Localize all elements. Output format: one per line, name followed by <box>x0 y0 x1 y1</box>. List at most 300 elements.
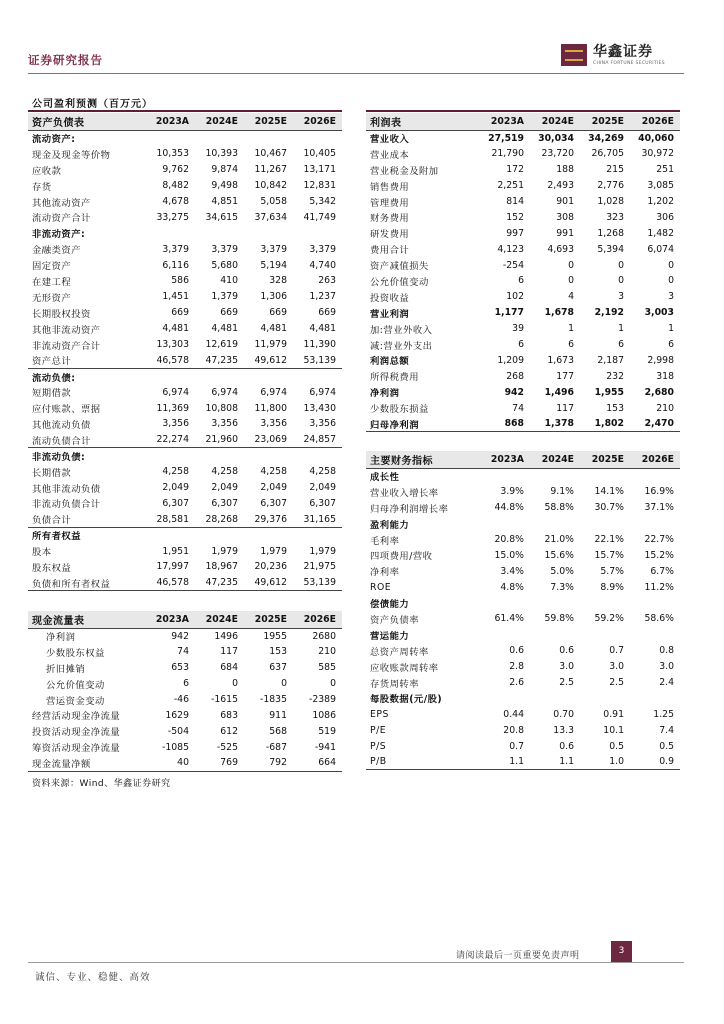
row-value: 27,519 <box>488 132 524 144</box>
row-label: 金融类资产 <box>32 245 81 257</box>
row-value: 0 <box>281 678 287 690</box>
row-value: 74 <box>177 646 189 658</box>
row-value <box>195 448 244 464</box>
row-value: 13,430 <box>303 402 336 414</box>
row-label: 流动负债合计 <box>28 432 146 448</box>
row-value: 1,268 <box>597 227 624 239</box>
row-value: 24,857 <box>293 432 342 448</box>
row-label: 营业税金及附加 <box>370 165 439 177</box>
row-value: 2.5 <box>559 677 574 689</box>
row-value <box>480 595 530 611</box>
table-row <box>366 178 680 194</box>
row-value: 21,790 <box>491 148 524 160</box>
row-label: 利润总额 <box>370 356 410 368</box>
row-value: -46 <box>173 694 189 705</box>
row-value: 1496 <box>214 630 238 642</box>
row-value: 5,058 <box>260 196 287 207</box>
table-row <box>366 337 680 353</box>
row-value: 29,376 <box>244 511 293 527</box>
row-value: 4,740 <box>309 259 336 271</box>
row-value: 0.5 <box>659 740 674 752</box>
table-row <box>28 464 342 480</box>
row-value <box>530 627 580 643</box>
table-row <box>28 692 342 708</box>
row-value: 683 <box>220 709 238 721</box>
row-label: 营业利润 <box>370 308 410 320</box>
row-value: 4,481 <box>309 323 336 335</box>
year-header: 2024E <box>530 451 580 468</box>
table-row <box>28 527 342 543</box>
row-value: 0 <box>618 275 624 287</box>
row-value: 5.0% <box>550 565 574 577</box>
row-value: 6,974 <box>162 386 189 398</box>
row-value: 0 <box>232 678 238 690</box>
row-value: 1,496 <box>544 386 574 398</box>
row-value: 0.5 <box>609 740 624 752</box>
row-value: 40,060 <box>638 132 674 144</box>
row-label: 应收账款周转率 <box>370 662 439 674</box>
table-row <box>28 194 342 210</box>
row-value: 74 <box>512 402 524 414</box>
page-number: 3 <box>611 941 632 962</box>
row-value: 4,481 <box>260 323 287 335</box>
row-value: 28,581 <box>146 511 195 527</box>
table-row <box>28 559 342 575</box>
row-value <box>146 130 195 146</box>
row-label: 流动资产: <box>32 134 76 146</box>
row-value: 6,307 <box>162 497 189 509</box>
row-value: 669 <box>269 307 287 319</box>
row-value: 22.1% <box>594 534 624 545</box>
row-label: 每股数据(元/股) <box>370 694 443 706</box>
row-value: 39 <box>512 323 524 335</box>
row-value <box>480 690 530 706</box>
table-row <box>366 579 680 595</box>
row-value: 0.7 <box>609 645 624 657</box>
row-label: 营业收入增长率 <box>370 487 439 499</box>
table-row <box>366 209 680 225</box>
row-value: 0 <box>568 259 574 271</box>
row-value: 6 <box>668 339 674 351</box>
row-value: 46,578 <box>146 575 195 591</box>
row-value: 6 <box>618 339 624 351</box>
row-value: 7.3% <box>550 581 574 593</box>
row-value: 23,720 <box>541 148 574 160</box>
row-value: 653 <box>171 662 189 674</box>
row-value: 59.2% <box>594 613 624 625</box>
table-row <box>28 660 342 676</box>
row-label: 股东权益 <box>32 562 72 574</box>
row-label: 其他非流动资产 <box>32 324 101 336</box>
row-value: 4,851 <box>211 196 238 207</box>
row-value: 669 <box>318 307 336 319</box>
year-header: 2026E <box>293 113 342 130</box>
row-value: 37,634 <box>254 211 287 223</box>
table-row <box>28 257 342 273</box>
row-value: 30.7% <box>594 502 624 514</box>
table-row <box>366 225 680 241</box>
row-label: 现金流量净额 <box>28 755 146 771</box>
row-value: 3.0 <box>609 661 624 673</box>
row-label: P/B <box>366 754 480 770</box>
row-value: 1,202 <box>647 196 674 207</box>
row-value: 177 <box>556 370 574 382</box>
table-row <box>366 754 680 770</box>
table-row <box>366 146 680 162</box>
row-label: 长期股权投资 <box>32 308 91 320</box>
row-value: 15.2% <box>644 549 674 561</box>
row-value: 18,967 <box>205 561 238 573</box>
row-value: 1086 <box>312 709 336 721</box>
row-label: 经营活动现金净流量 <box>32 711 121 723</box>
row-value: 13,303 <box>156 339 189 351</box>
table-row <box>28 511 342 527</box>
table-row <box>28 416 342 432</box>
source-note: 资料来源：Wind、华鑫证券研究 <box>32 779 171 789</box>
row-value: 21.0% <box>544 534 574 545</box>
row-value: 6,974 <box>211 386 238 398</box>
table-row <box>366 659 680 675</box>
row-value: 814 <box>506 196 524 207</box>
row-value: 11,369 <box>156 402 189 414</box>
row-value: -941 <box>314 741 336 753</box>
row-value: 17,997 <box>156 561 189 573</box>
table-row <box>28 400 342 416</box>
row-value: 328 <box>269 275 287 287</box>
row-value: 2,998 <box>647 354 674 366</box>
row-value: 215 <box>606 164 624 176</box>
row-value: 268 <box>506 370 524 382</box>
row-label: 销售费用 <box>370 181 410 193</box>
row-value: 2,470 <box>630 416 680 432</box>
company-logo <box>561 44 665 66</box>
row-value: -1615 <box>210 694 238 705</box>
row-value: 1.1 <box>480 754 530 770</box>
row-value: 2.8 <box>509 661 524 673</box>
row-value: 901 <box>556 196 574 207</box>
row-value <box>293 130 342 146</box>
row-value: 612 <box>220 725 238 737</box>
row-value: 188 <box>556 164 574 176</box>
year-header: 2023A <box>480 451 530 468</box>
table-row <box>28 146 342 162</box>
row-value: 586 <box>171 275 189 287</box>
row-value: 1.25 <box>653 708 674 720</box>
row-value: 0 <box>568 275 574 287</box>
row-label: 非流动资产合计 <box>32 340 101 352</box>
table-row <box>28 130 342 146</box>
table-row <box>28 352 342 368</box>
row-value: 519 <box>318 725 336 737</box>
row-value: 13.3 <box>553 724 574 736</box>
row-value: 10,467 <box>254 148 287 160</box>
row-label: 资产减值损失 <box>370 261 429 273</box>
row-value: 1,237 <box>309 291 336 303</box>
row-value: 26,705 <box>591 148 624 160</box>
row-value: 991 <box>556 227 574 239</box>
row-value: 21,960 <box>195 432 244 448</box>
table-row <box>28 337 342 353</box>
row-label: 盈利能力 <box>370 519 410 531</box>
row-value <box>630 468 680 484</box>
row-value: 1,306 <box>260 291 287 303</box>
table-row <box>28 368 342 384</box>
row-label: 总资产周转率 <box>370 646 429 658</box>
row-value: 323 <box>606 211 624 223</box>
row-value: 0.44 <box>503 708 524 720</box>
row-value: 15.7% <box>594 549 624 561</box>
row-value: 306 <box>656 211 674 223</box>
row-value: 10,393 <box>205 148 238 160</box>
table-row <box>366 400 680 416</box>
row-value: 53,139 <box>293 352 342 368</box>
row-value: 2,192 <box>594 307 624 319</box>
row-value <box>244 225 293 241</box>
row-value: 1,177 <box>494 307 524 319</box>
row-value: 58.6% <box>644 613 674 625</box>
row-value <box>630 595 680 611</box>
section-divider-left <box>28 110 342 112</box>
row-value: 1,209 <box>497 354 524 366</box>
row-value: 3 <box>618 291 624 303</box>
table-row <box>366 384 680 400</box>
row-value: 0 <box>668 259 674 271</box>
row-value: 11,979 <box>254 339 287 351</box>
row-value: 1,802 <box>580 416 630 432</box>
table-row <box>366 321 680 337</box>
row-value <box>195 368 244 384</box>
row-value: 3,356 <box>162 418 189 430</box>
row-value: 2.6 <box>509 677 524 689</box>
table-row <box>28 480 342 496</box>
table-row <box>366 563 680 579</box>
row-value: 153 <box>606 402 624 414</box>
row-value: 1,028 <box>597 196 624 207</box>
row-value: 5,680 <box>211 259 238 271</box>
row-value: 6,307 <box>260 497 287 509</box>
row-value: 20.8 <box>503 724 524 736</box>
row-value: 28,268 <box>195 511 244 527</box>
row-label: 成长性 <box>370 472 400 484</box>
row-value <box>244 448 293 464</box>
row-value: 669 <box>220 307 238 319</box>
row-value <box>293 368 342 384</box>
row-value: 5,394 <box>597 243 624 255</box>
row-value: 34,615 <box>205 211 238 223</box>
row-label: 四项费用/营收 <box>370 551 433 563</box>
row-value: 868 <box>480 416 530 432</box>
row-label: 所有者权益 <box>32 531 81 543</box>
row-value: 6,307 <box>211 497 238 509</box>
table-row <box>366 241 680 257</box>
row-value <box>530 595 580 611</box>
row-value: 4,258 <box>309 466 336 478</box>
row-value: 6 <box>518 339 524 351</box>
row-value: 37.1% <box>644 502 674 514</box>
row-label: 其他流动资产 <box>32 197 91 209</box>
year-header: 2024E <box>195 113 244 130</box>
table-row <box>28 644 342 660</box>
table-title: 主要财务指标 <box>366 451 480 468</box>
row-label: 筹资活动现金净流量 <box>32 743 121 755</box>
disclaimer-link[interactable]: 请阅读最后一页重要免责声明 <box>456 951 580 961</box>
row-label: 流动负债: <box>32 372 76 384</box>
row-value: 568 <box>269 725 287 737</box>
row-value: 6,307 <box>309 497 336 509</box>
row-value: 21,975 <box>303 561 336 573</box>
table-row <box>28 384 342 400</box>
table-row <box>28 321 342 337</box>
row-value: 6 <box>518 275 524 287</box>
table-row <box>366 643 680 659</box>
row-value: 6.7% <box>650 565 674 577</box>
row-value: 1629 <box>165 709 189 721</box>
year-header: 2026E <box>293 611 342 628</box>
table-row <box>366 516 680 532</box>
table-row <box>366 468 680 484</box>
row-value: -254 <box>502 259 524 271</box>
table-row <box>28 543 342 559</box>
row-value: 684 <box>220 662 238 674</box>
year-header: 2026E <box>630 113 680 130</box>
row-value: 4,678 <box>162 196 189 207</box>
row-value <box>630 690 680 706</box>
row-value: 1,451 <box>162 291 189 303</box>
row-value: 3.0 <box>659 661 674 673</box>
row-value: 9,762 <box>162 164 189 176</box>
row-value: 47,235 <box>195 575 244 591</box>
row-value: 1,482 <box>647 227 674 239</box>
table-row <box>28 178 342 194</box>
year-header: 2025E <box>244 611 293 628</box>
row-label: 管理费用 <box>370 197 410 209</box>
row-value: 49,612 <box>244 352 293 368</box>
table-row <box>28 162 342 178</box>
row-value: 3,356 <box>211 418 238 430</box>
row-value: 3.4% <box>500 565 524 577</box>
row-value <box>580 516 630 532</box>
row-value: 117 <box>556 402 574 414</box>
table-row <box>28 225 342 241</box>
row-value: 0.9 <box>630 754 680 770</box>
row-value: 4.8% <box>500 581 524 593</box>
row-value: 251 <box>656 164 674 176</box>
table-row <box>28 739 342 755</box>
row-value: 6,974 <box>309 386 336 398</box>
row-value: 2,049 <box>309 482 336 494</box>
table-row <box>28 676 342 692</box>
row-label: 应付账款、票据 <box>32 404 101 416</box>
row-value: 1 <box>568 323 574 335</box>
table-row <box>366 627 680 643</box>
row-value <box>480 627 530 643</box>
row-label: 营运资金变动 <box>46 695 105 707</box>
table-header-row <box>28 113 342 130</box>
row-label: 资产总计 <box>28 352 146 368</box>
row-value: 1,955 <box>594 386 624 398</box>
row-label: 净利润 <box>46 632 76 644</box>
row-value: 637 <box>269 662 287 674</box>
table-row <box>28 628 342 644</box>
row-value: 1 <box>618 323 624 335</box>
row-value: 1,379 <box>211 291 238 303</box>
table-row <box>366 500 680 516</box>
table-row <box>366 595 680 611</box>
table-row <box>366 257 680 273</box>
row-label: 财务费用 <box>370 213 410 225</box>
row-value: 2,049 <box>162 482 189 494</box>
year-header: 2024E <box>530 113 580 130</box>
row-value: 3,356 <box>260 418 287 430</box>
row-value <box>293 527 342 543</box>
row-value: 308 <box>556 211 574 223</box>
table-row <box>366 547 680 563</box>
table-row <box>366 194 680 210</box>
row-value: 30,972 <box>641 148 674 160</box>
row-value: 49,612 <box>244 575 293 591</box>
table-row <box>366 675 680 691</box>
row-value: 585 <box>318 662 336 674</box>
report-type-title: 证券研究报告 <box>28 53 103 67</box>
table-header-row <box>28 611 342 628</box>
section-divider-right <box>366 110 680 112</box>
row-value: 152 <box>506 211 524 223</box>
company-motto: 诚信、专业、稳健、高效 <box>35 972 151 983</box>
row-value: 4,258 <box>162 466 189 478</box>
row-value: 58.8% <box>544 502 574 514</box>
row-value: 1,378 <box>530 416 580 432</box>
row-value <box>580 595 630 611</box>
row-value: 0.70 <box>553 708 574 720</box>
table-row <box>366 722 680 738</box>
row-value: 3 <box>668 291 674 303</box>
row-label: 归母净利润 <box>366 416 480 432</box>
row-label: 资产负债率 <box>370 614 419 626</box>
row-value: 8,482 <box>162 180 189 192</box>
row-value: 1,673 <box>547 354 574 366</box>
row-value: 15.6% <box>544 549 574 561</box>
row-value: 0.6 <box>559 740 574 752</box>
row-label: 少数股东权益 <box>46 647 105 659</box>
row-label: 固定资产 <box>32 261 72 273</box>
table-header-row <box>366 113 680 130</box>
row-value: 44.8% <box>494 502 524 514</box>
row-label: 非流动资产: <box>32 229 86 241</box>
row-value <box>146 368 195 384</box>
table-row <box>366 738 680 754</box>
row-value <box>630 516 680 532</box>
row-value: 4 <box>568 291 574 303</box>
row-value: -1835 <box>259 694 287 705</box>
header-divider <box>28 73 684 74</box>
row-value <box>195 225 244 241</box>
row-value: 2,251 <box>497 180 524 192</box>
row-label: 股本 <box>32 547 52 559</box>
row-label: 少数股东损益 <box>370 404 429 416</box>
row-value: 792 <box>244 755 293 771</box>
row-value: 410 <box>220 275 238 287</box>
row-value: 31,165 <box>293 511 342 527</box>
row-value <box>630 627 680 643</box>
row-label: 负债合计 <box>28 511 146 527</box>
row-value: 2,680 <box>644 386 674 398</box>
logo-subname: CHINA FORTUNE SECURITIES <box>593 61 665 66</box>
row-value: 7.4 <box>659 724 674 736</box>
row-value: -1085 <box>161 741 189 753</box>
table-title: 现金流量表 <box>28 611 146 628</box>
row-label: 在建工程 <box>32 276 72 288</box>
row-value: 3,003 <box>644 307 674 319</box>
